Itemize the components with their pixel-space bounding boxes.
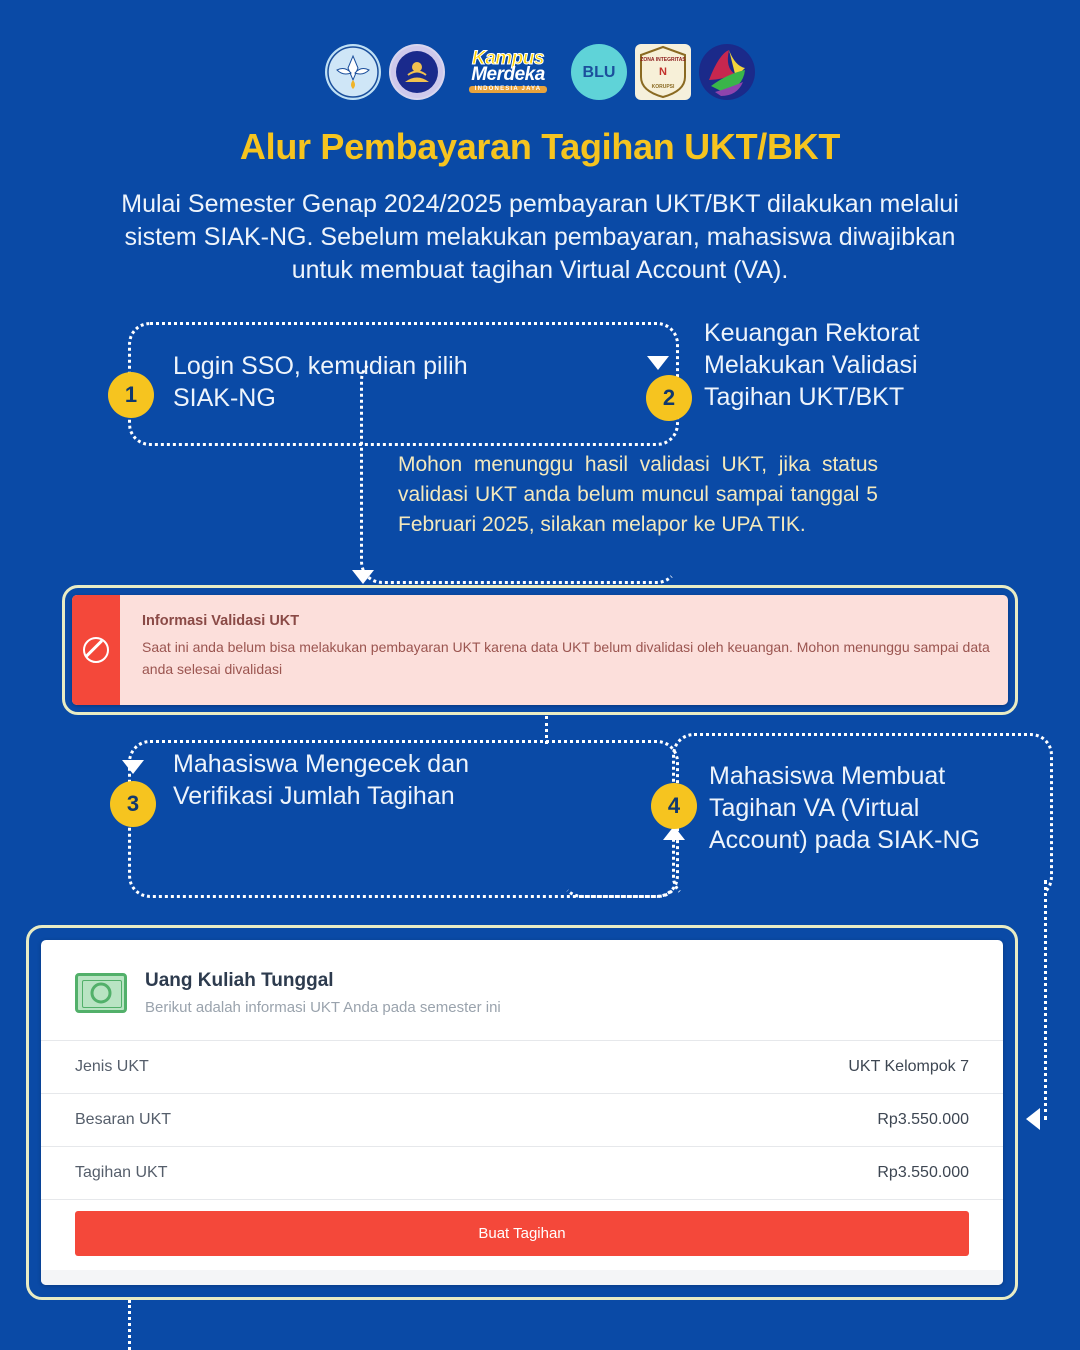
step-1-number xyxy=(108,372,154,418)
money-icon xyxy=(75,973,127,1013)
row-label: Tagihan UKT xyxy=(75,1164,168,1181)
zona-integritas-icon xyxy=(638,45,688,99)
page-title: Alur Pembayaran Tagihan UKT/BKT xyxy=(239,126,841,167)
validation-note: Mohon menunggu hasil validasi UKT, jika status validasi UKT anda belum muncul sampai tanggal 5 Februari 2025, silakan melapor ke UPA TIK. xyxy=(398,453,878,537)
alert-body xyxy=(120,595,1008,705)
ukt-card xyxy=(41,940,1003,1285)
row-label: Besaran UKT xyxy=(75,1111,172,1128)
logo-strip xyxy=(0,44,1080,100)
step-4-text: Mahasiswa Membuat Tagihan VA (Virtual Account) pada SIAK-NG xyxy=(709,762,980,854)
ukt-card-title: Uang Kuliah Tunggal xyxy=(145,970,334,991)
step-2-number-label: 2 xyxy=(662,385,676,410)
step-1-number-label: 1 xyxy=(124,382,138,407)
row-label: Jenis UKT xyxy=(75,1058,149,1075)
alert-icon-bar xyxy=(72,595,120,705)
svg-text:KORUPSI: KORUPSI xyxy=(651,84,675,90)
kampus-merdeka-logo xyxy=(453,44,563,100)
kampus-merdeka-line3: INDONESIA JAYA xyxy=(469,86,548,93)
blu-icon xyxy=(571,44,627,100)
buat-tagihan-button[interactable]: Buat Tagihan xyxy=(75,1211,969,1256)
card-to-next-connector xyxy=(128,1300,131,1350)
universitas-icon xyxy=(390,45,444,99)
table-row xyxy=(41,1146,1003,1200)
arrow-to-ukt-card xyxy=(1026,1108,1040,1130)
alert-message: Saat ini anda belum bisa melakukan pembayaran UKT karena data UKT belum divalidasi oleh keuangan. Mohon menunggu sampai data anda selesai divalidasi xyxy=(142,639,990,678)
ukt-card-titles xyxy=(145,970,501,1016)
blu-logo xyxy=(571,44,627,100)
row-value: Rp3.550.000 xyxy=(877,1111,969,1128)
step-4-number-label: 4 xyxy=(667,793,681,818)
step-3-number-label: 3 xyxy=(126,791,140,816)
svg-text:N: N xyxy=(659,66,667,78)
universitas-logo xyxy=(389,44,445,100)
svg-text:BLU: BLU xyxy=(582,64,616,81)
colorful-logo xyxy=(699,44,755,100)
ukt-card-footer xyxy=(41,1270,1003,1285)
alert-screenshot-panel xyxy=(62,585,1018,715)
arrow-to-step-2 xyxy=(647,356,669,370)
ukt-screenshot-panel xyxy=(26,925,1018,1300)
row-value: UKT Kelompok 7 xyxy=(848,1058,969,1075)
kampus-merdeka-line1: Kampus xyxy=(472,47,544,69)
row-value: Rp3.550.000 xyxy=(877,1164,969,1181)
ukt-card-header xyxy=(41,940,1003,1040)
step-3-number xyxy=(110,781,156,827)
ukt-card-subtitle: Berikut adalah informasi UKT Anda pada semester ini xyxy=(145,999,501,1016)
zona-integritas-logo xyxy=(635,44,691,100)
step-2-text: Keuangan Rektorat Melakukan Validasi Tagihan UKT/BKT xyxy=(704,319,920,411)
table-row xyxy=(41,1040,1003,1093)
arrow-to-alert xyxy=(352,570,374,584)
tut-wuri-handayani-logo xyxy=(325,44,381,100)
svg-text:ZONA INTEGRITAS: ZONA INTEGRITAS xyxy=(640,57,686,63)
step-4-dotted-box xyxy=(672,733,1053,899)
step-2-number xyxy=(646,375,692,421)
arrow-to-step-3 xyxy=(122,760,144,774)
intro-paragraph: Mulai Semester Genap 2024/2025 pembayaran UKT/BKT dilakukan melalui sistem SIAK-NG. Sebelum melakukan pembayaran, mahasiswa diwajibkan untuk membuat tagihan Virtual Account (VA). xyxy=(121,190,959,284)
step-4-to-card-connector xyxy=(1044,880,1047,1120)
kampus-merdeka-line2: Merdeka xyxy=(471,63,545,85)
alert-title: Informasi Validasi UKT xyxy=(142,613,300,629)
colorful-icon xyxy=(699,44,755,100)
step-3-text: Mahasiswa Mengecek dan Verifikasi Jumlah Tagihan xyxy=(173,750,469,810)
table-row xyxy=(41,1093,1003,1146)
step-4-number xyxy=(651,783,697,829)
tut-wuri-icon xyxy=(327,46,379,98)
step-1-text: Login SSO, kemudian pilih SIAK-NG xyxy=(173,352,468,412)
validation-alert xyxy=(72,595,1008,705)
blocked-icon xyxy=(83,637,109,663)
